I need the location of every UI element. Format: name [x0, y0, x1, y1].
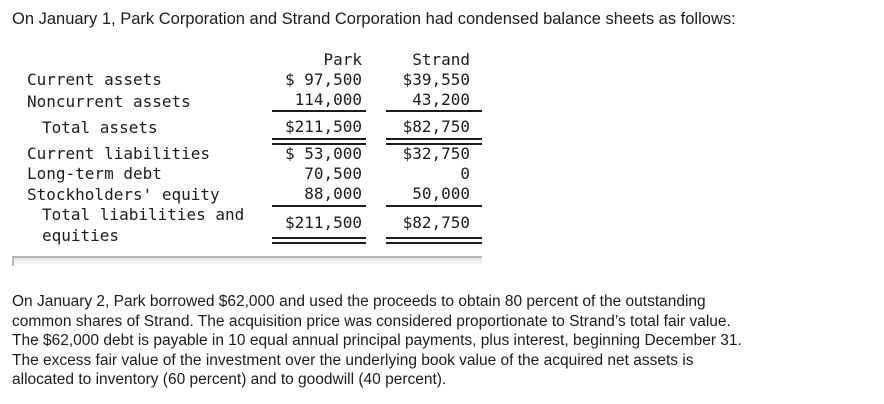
row-label-stockholders-equity: Stockholders' equity — [27, 185, 220, 204]
row-label-noncurrent-assets: Noncurrent assets — [27, 92, 191, 111]
strand-current-assets: $39,550 — [402, 70, 470, 89]
row-label-total-liabilities-line2: equities — [42, 226, 120, 245]
intro-text: On January 1, Park Corporation and Strand Corporation had condensed balance sheets as follows: — [12, 10, 736, 28]
paragraph-line: common shares of Strand. The acquisition price was considered proportionate to Strand’s total fair value. — [12, 312, 731, 330]
park-total-assets: $211,500 — [284, 117, 362, 136]
row-label-total-assets: Total assets — [42, 118, 158, 137]
park-current-assets: $ 97,500 — [284, 70, 362, 89]
paragraph-line: allocated to inventory (60 percent) and to goodwill (40 percent). — [12, 371, 447, 388]
paragraph-line: The $62,000 debt is payable in 10 equal annual principal payments, plus interest, beginning December 31. — [12, 332, 742, 349]
park-current-liabilities: $ 53,000 — [284, 144, 362, 163]
strand-subtotal-rule — [386, 110, 482, 112]
header-park: Park — [323, 50, 362, 69]
strand-noncurrent-assets: 43,200 — [412, 90, 470, 109]
strand-liabilities-subtotal-rule — [386, 205, 482, 207]
table-frame-left-edge — [12, 256, 14, 266]
strand-total-liabilities-equities: $82,750 — [402, 213, 470, 232]
park-total-liabilities-equities: $211,500 — [284, 213, 362, 232]
strand-long-term-debt: 0 — [460, 164, 470, 183]
park-stockholders-equity: 88,000 — [304, 184, 362, 203]
header-strand: Strand — [412, 50, 470, 69]
paragraph-line: The excess fair value of the investment over the underlying book value of the acquired net assets is — [12, 351, 694, 369]
strand-stockholders-equity: 50,000 — [412, 184, 470, 203]
row-label-total-liabilities-line1: Total liabilities and — [42, 205, 245, 224]
question-paragraph — [12, 292, 872, 390]
row-label-long-term-debt: Long-term debt — [27, 164, 162, 183]
park-subtotal-rule — [272, 110, 366, 112]
park-total-liabilities-double-rule — [272, 237, 366, 244]
strand-total-liabilities-double-rule — [386, 237, 482, 244]
row-label-current-liabilities: Current liabilities — [27, 144, 211, 163]
park-liabilities-subtotal-rule — [272, 205, 366, 207]
park-long-term-debt: 70,500 — [304, 164, 362, 183]
table-bottom-scroll-frame — [12, 256, 482, 264]
row-label-current-assets: Current assets — [27, 70, 162, 89]
paragraph-line: On January 2, Park borrowed $62,000 and used the proceeds to obtain 80 percent of the outstanding — [12, 293, 706, 310]
strand-current-liabilities: $32,750 — [402, 144, 470, 163]
strand-total-assets: $82,750 — [402, 117, 470, 136]
park-noncurrent-assets: 114,000 — [294, 90, 362, 109]
